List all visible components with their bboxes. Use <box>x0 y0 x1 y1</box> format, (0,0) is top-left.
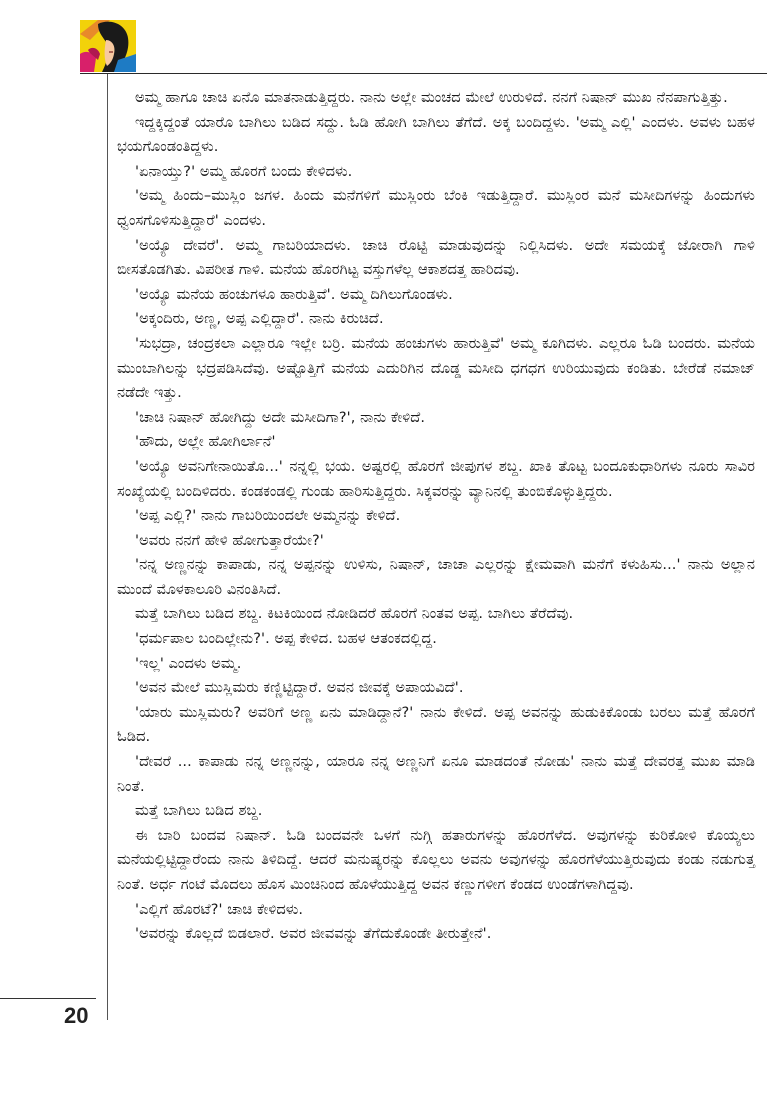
paragraph: 'ಅವರು ನನಗೆ ಹೇಳಿ ಹೋಗುತ್ತಾರೆಯೇ?' <box>135 532 324 549</box>
body-text <box>117 86 755 947</box>
page-number: 20 <box>64 1003 89 1028</box>
paragraph: 'ಧರ್ಮಪಾಲ ಬಂದಿಲ್ಲೇನು?'. ಅಪ್ಪ ಕೇಳಿದ. ಬಹಳ ಆತಂಕದಲ್ಲಿದ್ದ. <box>135 631 437 648</box>
paragraph: 'ಅಮ್ಮ ಹಿಂದು–ಮುಸ್ಲಿಂ ಜಗಳ. ಹಿಂದು ಮನೆಗಳಿಗೆ ಮುಸ್ಲಿಂರು ಬೆಂಕಿ ಇಡುತ್ತಿದ್ದಾರೆ. ಮುಸ್ಲಿಂರ ಮನೆ ಮಸೀದಿಗಳನ್ನು ಹಿಂದುಗಳು ಧ್ವಂಸಗೊಳಿಸುತ್ತಿದ್ದಾರೆ' ಎಂದಳು. <box>117 188 755 229</box>
paragraph: ಅಮ್ಮ ಹಾಗೂ ಚಾಚಿ ಏನೊ ಮಾತನಾಡುತ್ತಿದ್ದರು. ನಾನು ಅಲ್ಲೇ ಮಂಚದ ಮೇಲೆ ಉರುಳಿದೆ. ನನಗೆ ನಿಷಾನ್ ಮುಖ ನೆನಪಾಗುತ್ತಿತ್ತು. <box>135 90 728 106</box>
paragraph: 'ಸುಭದ್ರಾ, ಚಂದ್ರಕಲಾ ಎಲ್ಲಾರೂ ಇಲ್ಲೇ ಬರ್ರಿ. ಮನೆಯ ಹಂಚುಗಳು ಹಾರುತ್ತಿವೆ' ಅಮ್ಮ ಕೂಗಿದಳು. ಎಲ್ಲರೂ ಓಡಿ ಬಂದರು. ಮನೆಯ ಮುಂಬಾಗಿಲನ್ನು ಭದ್ರಪಡಿಸಿದೆವು. ಅಷ್ಟೊತ್ತಿಗೆ ಮನೆಯ ಎದುರಿಗಿನ ದೊಡ್ಡ ಮಸೀದಿ ಧಗಧಗ ಉರಿಯುವುದು ಕಂಡಿತು. ಬೇರೆಡೆ ನಮಾಜ್ ನಡೆದೇ ಇತ್ತು. <box>117 335 755 402</box>
paragraph: 'ಎಲ್ಲಿಗೆ ಹೊರಟೆ?' ಚಾಚಿ ಕೇಳಿದಳು. <box>135 901 304 918</box>
paragraph: 'ಏನಾಯ್ತು?' ಅಮ್ಮ ಹೊರಗೆ ಬಂದು ಕೇಳಿದಳು. <box>135 163 353 180</box>
woman-face-illustration-icon <box>80 20 136 72</box>
paragraph: 'ಅಯ್ಯೊ ಅವನಿಗೇನಾಯಿತೊ...' ನನ್ನಲ್ಲಿ ಭಯ. ಅಷ್ಟರಲ್ಲಿ ಹೊರಗೆ ಜೀಪುಗಳ ಶಬ್ದ. ಖಾಕಿ ತೊಟ್ಟ ಬಂದೂಕುಧಾರಿಗಳು ನೂರು ಸಾವಿರ ಸಂಖ್ಯೆಯಲ್ಲಿ ಬಂದಿಳಿದರು. ಕಂಡಕಂಡಲ್ಲಿ ಗುಂಡು ಹಾರಿಸುತ್ತಿದ್ದರು. ಸಿಕ್ಕವರನ್ನು ವ್ಯಾನಿನಲ್ಲಿ ತುಂಬಿಕೊಳ್ಳುತ್ತಿದ್ದರು. <box>117 458 755 500</box>
paragraph: 'ಅಪ್ಪ ಎಲ್ಲಿ?' ನಾನು ಗಾಬರಿಯಿಂದಲೇ ಅಮ್ಮನನ್ನು ಕೇಳಿದೆ. <box>135 508 401 525</box>
paragraph: 'ಚಾಚಿ ನಿಷಾನ್ ಹೋಗಿದ್ದು ಅದೇ ಮಸೀದಿಗಾ?', ನಾನು ಕೇಳಿದೆ. <box>135 409 426 426</box>
footer-rule <box>0 998 96 999</box>
paragraph: 'ಇಲ್ಲ' ಎಂದಳು ಅಮ್ಮ. <box>135 655 242 672</box>
paragraph: 'ಅವನ ಮೇಲೆ ಮುಸ್ಲಿಮರು ಕಣ್ಣಿಟ್ಟಿದ್ದಾರೆ. ಅವನ ಜೀವಕ್ಕೆ ಅಪಾಯವಿದೆ'. <box>135 680 464 697</box>
paragraph: 'ಹೌದು, ಅಲ್ಲೇ ಹೋಗಿರ್ಲಾನೆ' <box>135 434 276 451</box>
paragraph: 'ಅವರನ್ನು ಕೊಲ್ಲದೆ ಬಿಡಲಾರೆ. ಅವರ ಜೀವವನ್ನು ತೆಗೆದುಕೊಂಡೇ ತೀರುತ್ತೇನೆ'. <box>135 926 492 943</box>
paragraph: ಮತ್ತೆ ಬಾಗಿಲು ಬಡಿದ ಶಬ್ದ. ಕಿಟಕಿಯಿಂದ ನೋಡಿದರೆ ಹೊರಗೆ ನಿಂತವ ಅಪ್ಪ. ಬಾಗಿಲು ತೆರೆದೆವು. <box>135 606 574 623</box>
paragraph: 'ನನ್ನ ಅಣ್ಣನನ್ನು ಕಾಪಾಡು, ನನ್ನ ಅಪ್ಪನನ್ನು ಉಳಿಸು, ನಿಷಾನ್, ಚಾಚಾ ಎಲ್ಲರನ್ನು ಕ್ಷೇಮವಾಗಿ ಮನೆಗೆ ಕಳುಹಿಸು...' ನಾನು ಅಲ್ಲಾನ ಮುಂದೆ ಮೊಳಕಾಲೂರಿ ವಿನಂತಿಸಿದೆ. <box>117 557 755 598</box>
paragraph: 'ದೇವರೆ ... ಕಾಪಾಡು ನನ್ನ ಅಣ್ಣನನ್ನು, ಯಾರೂ ನನ್ನ ಅಣ್ಣನಿಗೆ ಏನೂ ಮಾಡದಂತೆ ನೋಡು' ನಾನು ಮತ್ತೆ ದೇವರತ್ತ ಮುಖ ಮಾಡಿ ನಿಂತೆ. <box>117 754 755 795</box>
header-rule <box>80 73 767 74</box>
paragraph: ಮತ್ತೆ ಬಾಗಿಲು ಬಡಿದ ಶಬ್ದ. <box>135 803 263 820</box>
margin-rule <box>107 74 108 1020</box>
paragraph: 'ಯಾರು ಮುಸ್ಲಿಮರು? ಅವರಿಗೆ ಅಣ್ಣ ಏನು ಮಾಡಿದ್ದಾನೆ?' ನಾನು ಕೇಳಿದೆ. ಅಪ್ಪ ಅವನನ್ನು ಹುಡುಕಿಕೊಂಡು ಬರಲು ಮತ್ತೆ ಹೊರಗೆ ಓಡಿದ. <box>117 704 755 746</box>
paragraph: ಇದ್ದಕ್ಕಿದ್ದಂತೆ ಯಾರೊ ಬಾಗಿಲು ಬಡಿದ ಸದ್ದು. ಓಡಿ ಹೋಗಿ ಬಾಗಿಲು ತೆಗೆದೆ. ಅಕ್ಕ ಬಂದಿದ್ದಳು. 'ಅಮ್ಮ ಎಲ್ಲಿ' ಎಂದಳು. ಅವಳು ಬಹಳ ಭಯಗೊಂಡಂತಿದ್ದಳು. <box>117 114 755 156</box>
paragraph: ಈ ಬಾರಿ ಬಂದವ ನಿಷಾನ್. ಓಡಿ ಬಂದವನೇ ಒಳಗೆ ನುಗ್ಗಿ ಹತಾರುಗಳನ್ನು ಹೊರಗೆಳೆದ. ಅವುಗಳನ್ನು ಕುರಿಕೋಳಿ ಕೊಯ್ಯಲು ಮನೆಯಲ್ಲಿಟ್ಟಿದ್ದಾರೆಂದು ನಾನು ತಿಳಿದಿದ್ದೆ. ಆದರೆ ಮನುಷ್ಯರನ್ನು ಕೊಲ್ಲಲು ಅವನು ಅವುಗಳನ್ನು ಹೊರಗೆಳೆಯುತ್ತಿರುವುದು ಕಂಡು ನಡುಗುತ್ತ ನಿಂತೆ. ಅರ್ಧ ಗಂಟೆ ಮೊದಲು ಹೊಸ ಮಿಂಚಿನಿಂದ ಹೊಳೆಯುತ್ತಿದ್ದ ಅವನ ಕಣ್ಣುಗಳೀಗ ಕೆಂಡದ ಉಂಡೆಗಳಾಗಿದ್ದವು. <box>117 827 755 893</box>
paragraph: 'ಅಕ್ಕಂದಿರು, ಅಣ್ಣ, ಅಪ್ಪ ಎಲ್ಲಿದ್ದಾರೆ'. ನಾನು ಕಿರುಚಿದೆ. <box>135 311 384 328</box>
paragraph: 'ಅಯ್ಯೊ ಮನೆಯ ಹಂಚುಗಳೂ ಹಾರುತ್ತಿವೆ'. ಅಮ್ಮ ದಿಗಿಲುಗೊಂಡಳು. <box>135 286 453 303</box>
paragraph: 'ಅಯ್ಯೊ ದೇವರೆ'. ಅಮ್ಮ ಗಾಬರಿಯಾದಳು. ಚಾಚಿ ರೊಟ್ಟಿ ಮಾಡುವುದನ್ನು ನಿಲ್ಲಿಸಿದಳು. ಅದೇ ಸಮಯಕ್ಕೆ ಜೋರಾಗಿ ಗಾಳಿ ಬೀಸತೊಡಗಿತು. ವಿಪರೀತ ಗಾಳಿ. ಮನೆಯ ಹೊರಗಿಟ್ಟ ವಸ್ತುಗಳೆಲ್ಲ ಆಕಾಶದತ್ತ ಹಾರಿದವು. <box>117 237 755 279</box>
